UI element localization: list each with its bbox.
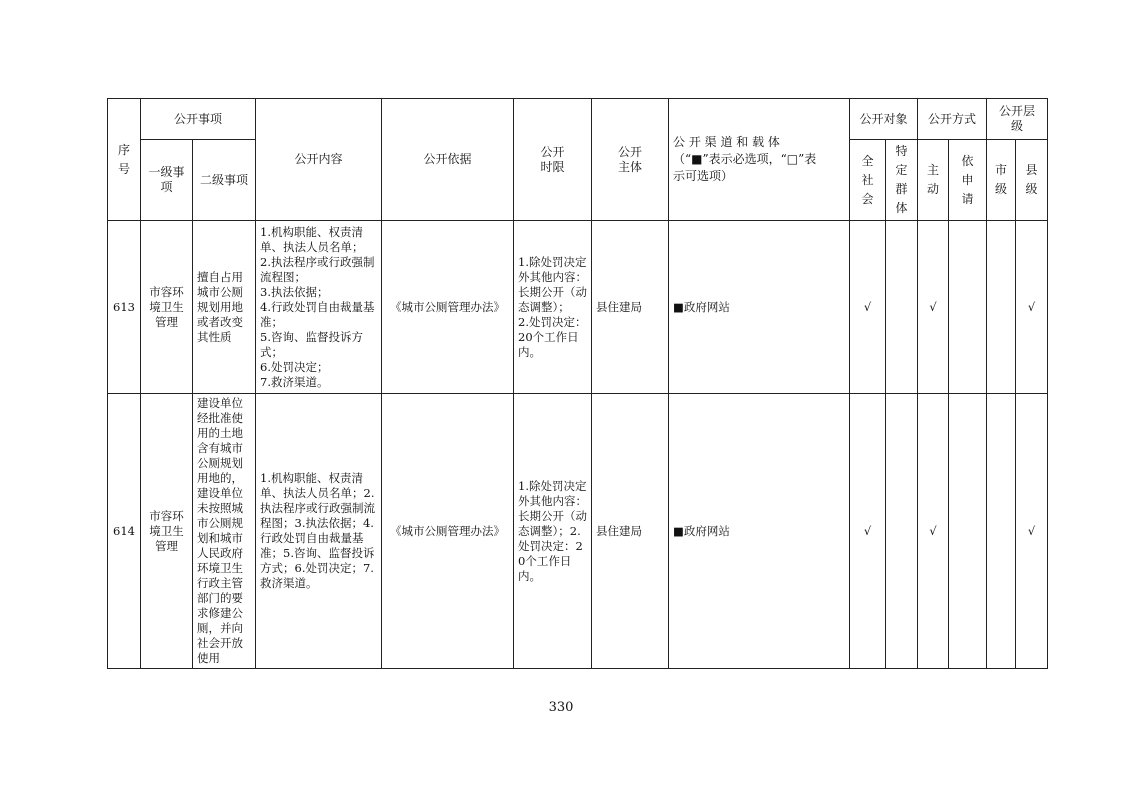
row-channel: ■政府网站 <box>669 221 850 394</box>
row-level-county: √ <box>1016 221 1048 394</box>
header-channel: 公 开 渠 道 和 载 体 （“■”表示必选项，“□”表 示可选项） <box>669 99 850 221</box>
row-level-city <box>987 394 1016 669</box>
table-row <box>108 394 1048 669</box>
row-level-city <box>987 221 1016 394</box>
row-audience-all: √ <box>850 221 886 394</box>
header-mode-request: 依 申 请 <box>949 140 987 221</box>
disclosure-table <box>107 98 1048 669</box>
row-level2: 建设单位经批准使用的土地含有城市公厕规划用地的，建设单位未按照城市公厕规划和城市人民政府环境卫生行政主管部门的要求修建公厕，并向社会开放使用 <box>193 394 256 669</box>
header-basis: 公开依据 <box>382 99 514 221</box>
table-row <box>108 221 1048 394</box>
row-channel: ■政府网站 <box>669 394 850 669</box>
header-seq: 序 号 <box>108 99 141 221</box>
header-audience-all: 全 社 会 <box>850 140 886 221</box>
row-mode-request <box>949 394 987 669</box>
row-content: 1.机构职能、权责清单、执法人员名单； 2.执法程序或行政强制流程图； 3.执法依据； 4.行政处罚自由裁量基准； 5.咨询、监督投诉方式； 6.处罚决定； 7.救济渠道。 <box>256 221 382 394</box>
header-level1: 一级事 项 <box>141 140 193 221</box>
row-mode-request <box>949 221 987 394</box>
row-audience-specific <box>886 221 918 394</box>
header-level-group: 公开层 级 <box>987 99 1048 140</box>
row-subject: 县住建局 <box>592 221 669 394</box>
header-audience-group: 公开对象 <box>850 99 918 140</box>
header-level2: 二级事项 <box>193 140 256 221</box>
row-seq: 614 <box>108 394 141 669</box>
row-level1: 市容环境卫生管理 <box>141 394 193 669</box>
row-level-county: √ <box>1016 394 1048 669</box>
row-basis: 《城市公厕管理办法》 <box>382 221 514 394</box>
row-seq: 613 <box>108 221 141 394</box>
row-basis: 《城市公厕管理办法》 <box>382 394 514 669</box>
page-number: 330 <box>548 700 574 715</box>
row-content: 1.机构职能、权责清单、执法人员名单；2.执法程序或行政强制流程图；3.执法依据；4.行政处罚自由裁量基准；5.咨询、监督投诉方式；6.处罚决定；7.救济渠道。 <box>256 394 382 669</box>
header-time-limit: 公开 时限 <box>514 99 592 221</box>
header-content: 公开内容 <box>256 99 382 221</box>
header-subject: 公开 主体 <box>592 99 669 221</box>
header-mode-group: 公开方式 <box>918 99 987 140</box>
row-time-limit: 1.除处罚决定外其他内容：长期公开（动态调整）； 2.处罚决定：20个工作日内。 <box>514 221 592 394</box>
header-row-1 <box>108 99 1048 140</box>
header-item-group: 公开事项 <box>141 99 256 140</box>
row-level2: 擅自占用城市公厕规划用地或者改变其性质 <box>193 221 256 394</box>
header-level-county: 县 级 <box>1016 140 1048 221</box>
header-audience-specific: 特 定 群 体 <box>886 140 918 221</box>
row-mode-active: √ <box>918 394 949 669</box>
row-subject: 县住建局 <box>592 394 669 669</box>
header-level-city: 市 级 <box>987 140 1016 221</box>
header-mode-active: 主 动 <box>918 140 949 221</box>
row-time-limit: 1.除处罚决定外其他内容：长期公开（动态调整）；2.处罚决定：20个工作日内。 <box>514 394 592 669</box>
row-mode-active: √ <box>918 221 949 394</box>
row-audience-specific <box>886 394 918 669</box>
row-audience-all: √ <box>850 394 886 669</box>
row-level1: 市容环境卫生管理 <box>141 221 193 394</box>
